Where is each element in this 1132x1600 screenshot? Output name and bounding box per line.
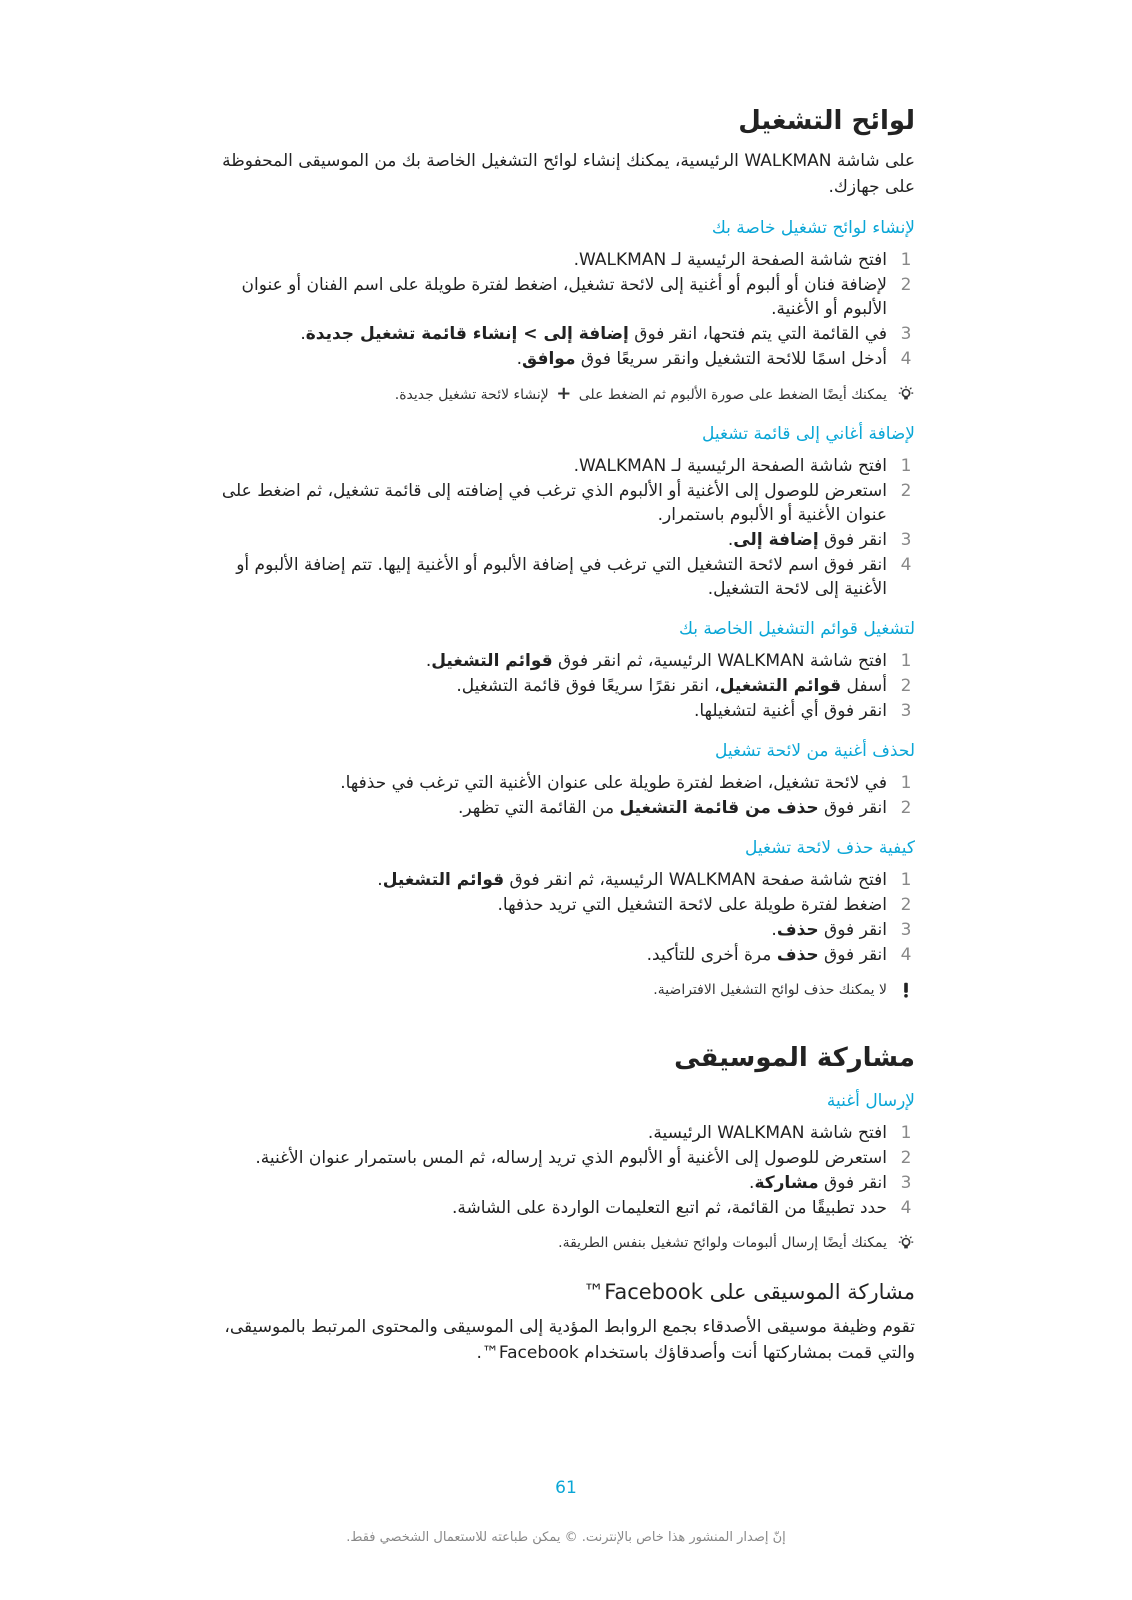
step-text: افتح شاشة WALKMAN الرئيسية.	[647, 1123, 887, 1143]
step-number: 2	[900, 895, 912, 915]
step-text: انقر فوق	[818, 945, 887, 965]
step	[200, 699, 915, 723]
step	[200, 1171, 915, 1195]
step-text: حدد تطبيقًا من القائمة، ثم اتبع التعليمات الواردة على الشاشة.	[452, 1198, 887, 1218]
heading-delete-song: لحذف أغنية من لائحة تشغيل	[715, 741, 915, 761]
step	[200, 868, 915, 892]
step-bold: قوائم التشغيل	[719, 676, 842, 696]
step-number: 3	[900, 324, 912, 344]
step-bold: حذف	[776, 920, 819, 940]
step-number: 1	[900, 1123, 912, 1143]
step-number: 2	[900, 481, 912, 501]
plus-icon: +	[556, 383, 572, 404]
step	[200, 454, 915, 478]
step-text: من القائمة التي تظهر.	[457, 798, 620, 818]
heading-play-playlists: لتشغيل قوائم التشغيل الخاصة بك	[678, 619, 915, 639]
step-text: افتح شاشة الصفحة الرئيسية لـ WALKMAN.	[573, 250, 887, 270]
step-bold: إضافة إلى > إنشاء قائمة تشغيل جديدة	[305, 324, 629, 344]
step-number: 1	[900, 870, 912, 890]
lightbulb-icon	[897, 385, 915, 403]
step-number: 2	[900, 798, 912, 818]
heading-delete-playlist: كيفية حذف لائحة تشغيل	[745, 838, 915, 858]
heading-create-playlist: لإنشاء لوائح تشغيل خاصة بك	[711, 218, 915, 238]
step-text: مرة أخرى للتأكيد.	[646, 945, 777, 965]
step	[200, 649, 915, 673]
step-number: 2	[900, 1148, 912, 1168]
step-text: .	[377, 870, 383, 890]
step	[200, 796, 915, 820]
step-text: في لائحة تشغيل، اضغط لفترة طويلة على عنوان الأغنية التي ترغب في حذفها.	[340, 773, 887, 793]
facebook-text: تقوم وظيفة موسيقى الأصدقاء بجمع الروابط المؤدية إلى الموسيقى والمحتوى المرتبط بالموسيقى، والتي قمت بمشاركتها أنت وأصدقاؤك باستخدام Facebook™.	[224, 1317, 915, 1363]
step-text: .	[771, 920, 777, 940]
step-bold: مشاركة	[754, 1173, 819, 1193]
step	[200, 347, 915, 371]
page-number: 61	[555, 1478, 577, 1498]
step-text: .	[727, 530, 734, 550]
step-text: انقر فوق	[818, 798, 887, 818]
step	[200, 248, 915, 272]
steps-play-playlists	[200, 649, 915, 723]
step-text: افتح شاشة WALKMAN الرئيسية، ثم انقر فوق	[552, 651, 887, 671]
tip-text: يمكنك أيضًا الضغط على صورة الألبوم ثم الضغط على	[574, 387, 887, 403]
step-number: 2	[900, 275, 912, 295]
steps-delete-playlist	[200, 868, 915, 967]
step-text: .	[516, 349, 523, 369]
step-bold: إضافة إلى	[733, 530, 819, 550]
step-text: .	[425, 651, 432, 671]
step-text: .	[300, 324, 306, 344]
step-number: 1	[900, 651, 912, 671]
playlists-intro: على شاشة WALKMAN الرئيسية، يمكنك إنشاء لوائح التشغيل الخاصة بك من الموسيقى المحفوظة على جهازك.	[222, 151, 915, 197]
step-number: 3	[900, 701, 912, 721]
tip-create-playlist	[200, 383, 915, 406]
step-text: انقر فوق اسم لائحة التشغيل التي ترغب في إضافة الألبوم أو الأغنية إليها. تتم إضافة الألبوم أو الأغنية إلى لائحة التشغيل.	[236, 555, 887, 599]
page-content	[200, 96, 915, 1382]
step-text: في القائمة التي يتم فتحها، انقر فوق	[628, 324, 887, 344]
step-number: 1	[900, 456, 912, 476]
tip-send-song	[200, 1232, 915, 1254]
note-text: لا يمكنك حذف لوائح التشغيل الافتراضية.	[653, 982, 887, 998]
step-bold: موافق	[522, 349, 576, 369]
steps-send-song	[200, 1121, 915, 1220]
tip-text: يمكنك أيضًا إرسال ألبومات ولوائح تشغيل بنفس الطريقة.	[558, 1235, 887, 1251]
lightbulb-icon	[897, 1234, 915, 1252]
heading-send-song: لإرسال أغنية	[826, 1091, 915, 1111]
step-number: 4	[900, 1198, 912, 1218]
step	[200, 771, 915, 795]
step-text: استعرض للوصول إلى الأغنية أو الألبوم الذي تريد إرساله، ثم المس باستمرار عنوان الأغنية.	[255, 1148, 887, 1168]
step-number: 1	[900, 773, 912, 793]
step	[200, 1146, 915, 1170]
step	[200, 918, 915, 942]
step	[200, 553, 915, 601]
step-text: .	[749, 1173, 755, 1193]
step-number: 3	[900, 920, 912, 940]
step	[200, 943, 915, 967]
step-text: استعرض للوصول إلى الأغنية أو الألبوم الذي ترغب في إضافته إلى قائمة تشغيل، ثم اضغط على عنوان الأغنية أو الألبوم باستمرار.	[221, 481, 887, 525]
exclamation-icon	[897, 981, 915, 999]
step-text: لإضافة فنان أو ألبوم أو أغنية إلى لائحة تشغيل، اضغط لفترة طويلة على اسم الفنان أو عنوان الألبوم أو الأغنية.	[241, 275, 887, 319]
step-bold: قوائم التشغيل	[431, 651, 553, 671]
step-text: افتح شاشة الصفحة الرئيسية لـ WALKMAN.	[573, 456, 887, 476]
step-text: انقر فوق	[818, 920, 887, 940]
step-number: 2	[900, 676, 912, 696]
step	[200, 273, 915, 321]
step	[200, 322, 915, 346]
section-title-playlists: لوائح التشغيل	[738, 106, 915, 136]
step	[200, 1121, 915, 1145]
step-number: 1	[900, 250, 912, 270]
step	[200, 1196, 915, 1220]
step	[200, 674, 915, 698]
step-text: ، انقر نقرًا سريعًا فوق قائمة التشغيل.	[456, 676, 720, 696]
step-number: 3	[900, 530, 912, 550]
step-text: انقر فوق	[818, 1173, 887, 1193]
step-text: أسفل	[841, 676, 887, 696]
step	[200, 893, 915, 917]
steps-delete-song	[200, 771, 915, 820]
step-text: اضغط لفترة طويلة على لائحة التشغيل التي تريد حذفها.	[497, 895, 887, 915]
step	[200, 479, 915, 527]
section-title-sharing: مشاركة الموسيقى	[674, 1043, 915, 1073]
step-text: انقر فوق أي أغنية لتشغيلها.	[693, 701, 887, 721]
step-bold: حذف	[776, 945, 819, 965]
footer-note: إنّ إصدار المنشور هذا خاص بالإنترنت. © يمكن طباعته للاستعمال الشخصي فقط.	[346, 1530, 786, 1545]
step-bold: حذف من قائمة التشغيل	[619, 798, 819, 818]
step-bold: قوائم التشغيل	[382, 870, 505, 890]
note-delete-playlist	[200, 979, 915, 1001]
steps-add-songs	[200, 454, 915, 601]
steps-create-playlist	[200, 248, 915, 371]
step-text: انقر فوق	[818, 530, 887, 550]
step-number: 4	[900, 945, 912, 965]
step	[200, 528, 915, 552]
step-text: أدخل اسمًا للائحة التشغيل وانقر سريعًا فوق	[575, 349, 887, 369]
step-number: 4	[900, 555, 912, 575]
tip-text: لإنشاء لائحة تشغيل جديدة.	[394, 387, 554, 403]
step-number: 3	[900, 1173, 912, 1193]
step-number: 4	[900, 349, 912, 369]
step-text: افتح شاشة صفحة WALKMAN الرئيسية، ثم انقر فوق	[504, 870, 887, 890]
heading-facebook: مشاركة الموسيقى على Facebook™	[583, 1280, 915, 1304]
heading-add-songs: لإضافة أغاني إلى قائمة تشغيل	[701, 424, 915, 444]
